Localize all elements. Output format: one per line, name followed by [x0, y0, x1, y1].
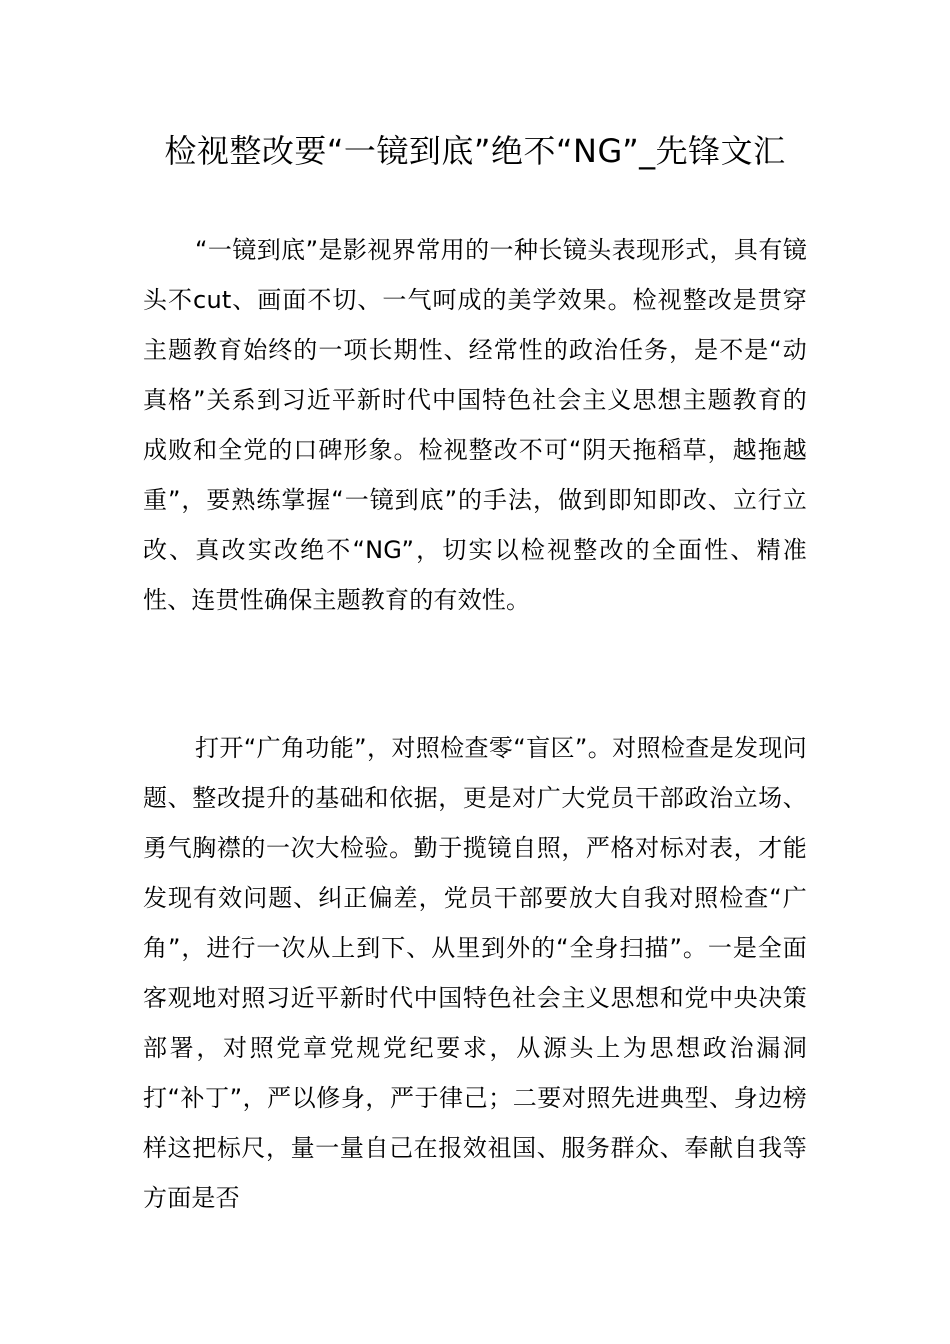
document-title: 检视整改要“一镜到底”绝不“NG”_先锋文汇 — [164, 132, 786, 170]
paragraph-intro: “一镜到底”是影视界常用的一种长镜头表现形式，具有镜头不cut、画面不切、一气呵成的美学效果。检视整改是贯穿主题教育始终的一项长期性、经常性的政治任务，是不是“动真格”关系到习近平新时代中国特色社会主义思想主题教育的成败和全党的口碑形象。检视整改不可“阴天拖稻草，越拖越重”，要熟练掌握“一镜到底”的手法，做到即知即改、立行立改、真改实改绝不“NG”，切实以检视整改的全面性、精准性、连贯性确保主题教育的有效性。 — [143, 236, 807, 614]
paragraph-wide-angle: 打开“广角功能”，对照检查零“盲区”。对照检查是发现问题、整改提升的基础和依据，更是对广大党员干部政治立场、勇气胸襟的一次大检验。勤于揽镜自照，严格对标对表，才能发现有效问题、纠正偏差，党员干部要放大自我对照检查“广角”，进行一次从上到下、从里到外的“全身扫描”。一是全面客观地对照习近平新时代中国特色社会主义思想和党中央决策部署，对照党章党规党纪要求，从源头上为思想政治漏洞打“补丁”，严以修身，严于律己；二要对照先进典型、身边榜样这把标尺，量一量自己在报效祖国、服务群众、奉献自我等方面是否 — [143, 734, 807, 1212]
